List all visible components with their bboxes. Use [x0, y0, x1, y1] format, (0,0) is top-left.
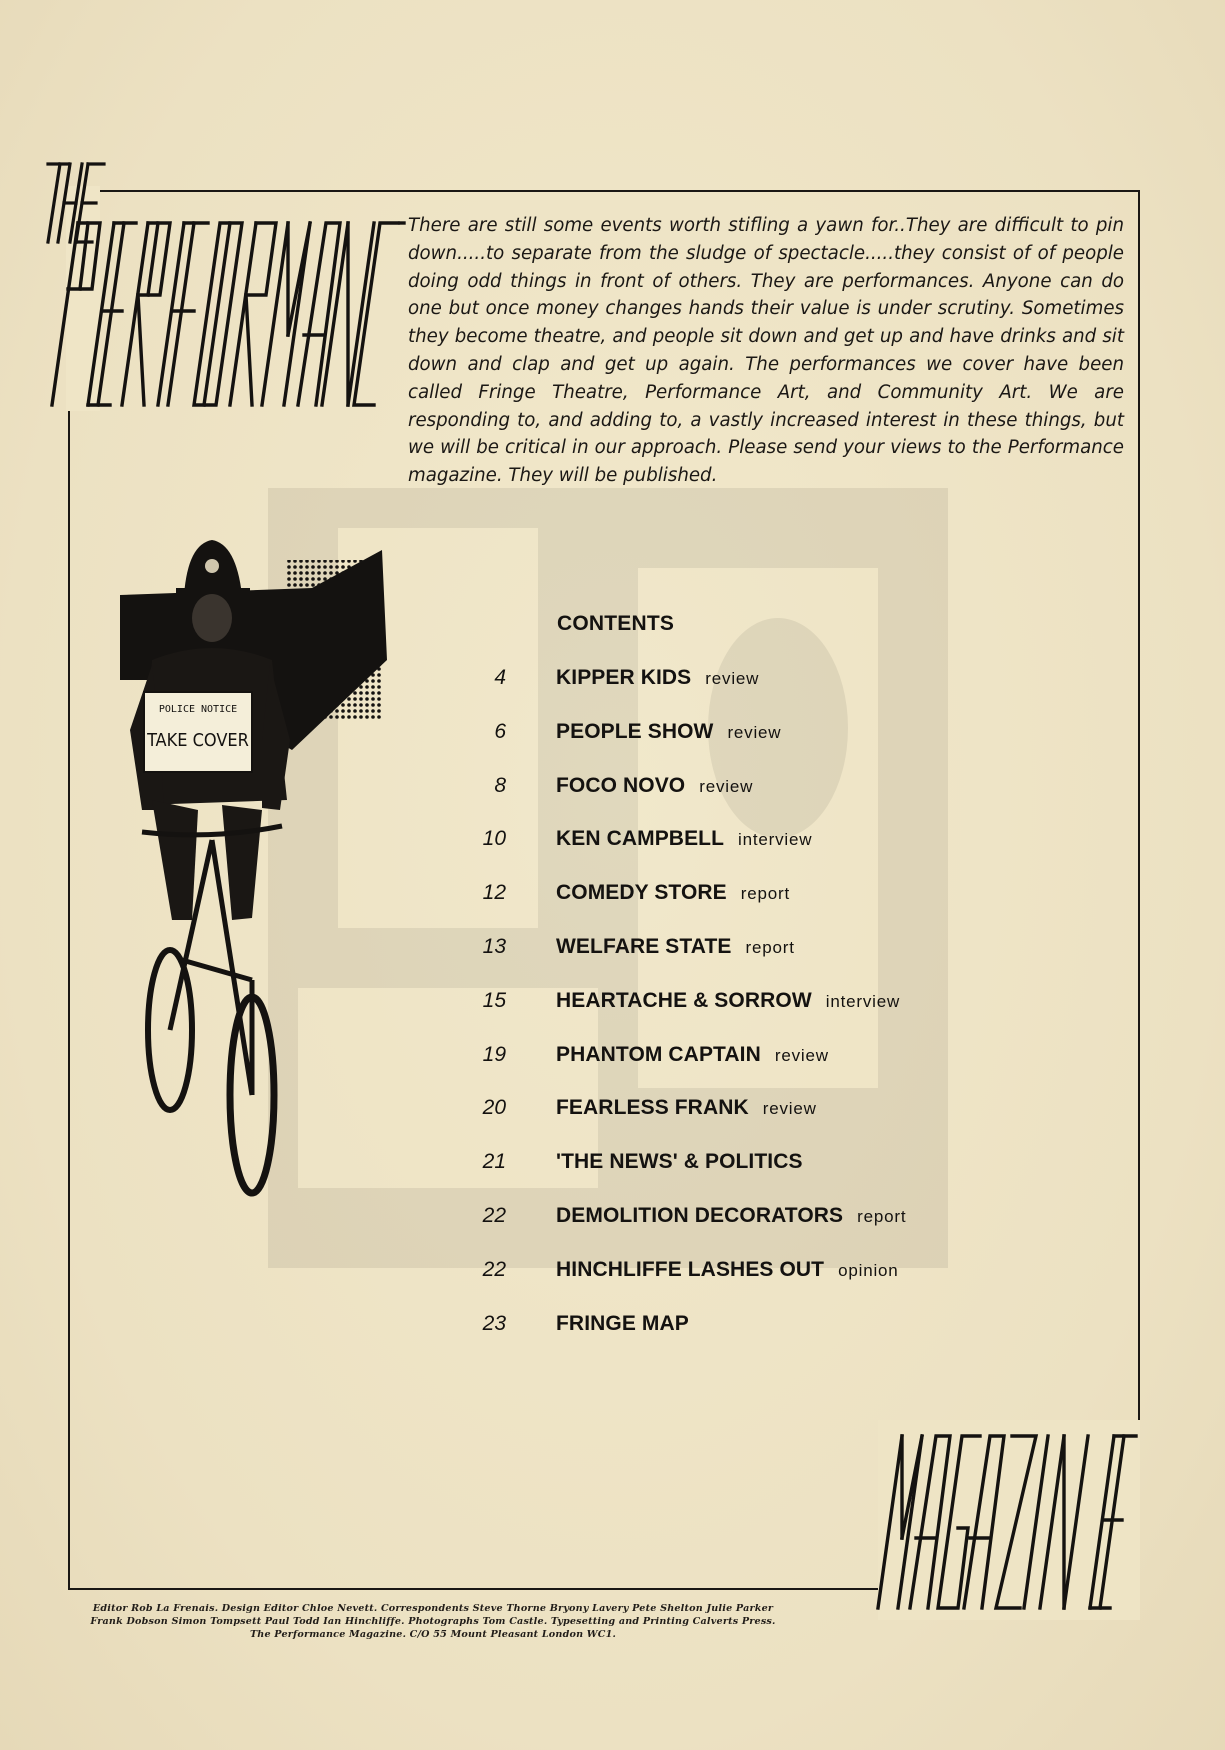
- toc-title: DEMOLITION DECORATORS: [556, 1203, 844, 1227]
- toc-entry: [470, 1043, 1070, 1097]
- toc-page-number: 15: [482, 988, 506, 1012]
- logo-magazine-text: MAGAZINE: [872, 1428, 878, 1429]
- toc-page-number: 4: [494, 666, 506, 689]
- sign-line-take-cover: TAKE COVER: [147, 730, 249, 751]
- toc-page-number: 8: [494, 773, 506, 797]
- toc-page-number: 10: [482, 827, 506, 851]
- toc-title: 'THE NEWS' & POLITICS: [556, 1150, 803, 1174]
- toc-title: PHANTOM CAPTAIN: [556, 1042, 761, 1066]
- toc-entry: [470, 1096, 1070, 1150]
- toc-type: interview: [738, 830, 813, 850]
- toc-entry: [470, 720, 1070, 774]
- logo-performance: [48, 215, 408, 415]
- credits: [68, 1602, 798, 1641]
- toc-entry: [470, 1204, 1070, 1258]
- toc-type: review: [699, 776, 754, 796]
- toc-title: FEARLESS FRANK: [556, 1096, 749, 1120]
- toc-page-number: 12: [482, 881, 506, 905]
- toc-title: HINCHLIFFE LASHES OUT: [556, 1257, 825, 1281]
- toc-page-number: 20: [482, 1096, 506, 1120]
- credits-line: Editor Rob La Frenais. Design Editor Chloe Nevett. Correspondents Steve Thorne Bryony Lavery Pete Shelton Julie Parker: [92, 1603, 774, 1614]
- toc-type: review: [774, 1045, 829, 1065]
- toc-title: FRINGE MAP: [556, 1311, 689, 1335]
- sign-line-notice: POLICE NOTICE: [158, 704, 238, 715]
- toc-type: report: [857, 1206, 907, 1226]
- toc-page-number: 21: [482, 1150, 506, 1174]
- toc-type: review: [727, 722, 782, 742]
- toc-page-number: 23: [482, 1311, 506, 1335]
- toc-title: HEARTACHE & SORROW: [556, 988, 812, 1012]
- toc-type: interview: [825, 991, 901, 1011]
- toc-page-number: 13: [482, 934, 506, 958]
- toc-entry: [470, 1150, 1070, 1204]
- toc-page-number: 22: [482, 1257, 506, 1281]
- toc-entry: [470, 774, 1070, 828]
- toc-title: KEN CAMPBELL: [556, 827, 725, 851]
- toc-page-number: 6: [494, 719, 506, 743]
- toc-title: FOCO NOVO: [556, 773, 686, 797]
- credits-line: Frank Dobson Simon Tompsett Paul Todd Ian Hinchliffe. Photographs Tom Castle. Typesetting and Printing Calverts Press.: [90, 1616, 776, 1627]
- toc-title: WELFARE STATE: [556, 934, 732, 958]
- toc-entry: [470, 666, 1070, 720]
- toc-type: report: [740, 884, 791, 904]
- toc-title: KIPPER KIDS: [556, 666, 692, 689]
- toc-entry: [470, 935, 1070, 989]
- toc-type: opinion: [838, 1260, 899, 1280]
- toc-entry: [470, 827, 1070, 881]
- toc-type: review: [705, 669, 760, 688]
- logo-performance-text: PERFORMANCE: [48, 215, 56, 216]
- toc-entry: [470, 1312, 1070, 1366]
- toc-page-number: 22: [482, 1203, 506, 1227]
- logo-the-text: THE: [44, 160, 46, 161]
- toc-type: review: [762, 1099, 817, 1119]
- photo-policeman-bicycle: [112, 540, 392, 1220]
- toc-entry: [470, 881, 1070, 935]
- toc-entry: [470, 989, 1070, 1043]
- toc-type: report: [745, 937, 795, 957]
- logo-magazine: [872, 1428, 1142, 1616]
- toc-page-number: 19: [482, 1042, 506, 1066]
- contents-list: [470, 666, 1070, 1365]
- contents-heading: CONTENTS: [557, 612, 675, 635]
- toc-title: PEOPLE SHOW: [556, 719, 714, 743]
- credits-line: The Performance Magazine. C/O 55 Mount Pleasant London WC1.: [249, 1629, 617, 1640]
- intro-paragraph: There are still some events worth stifling a yawn for..They are difficult to pin down.....to separate from the sludge of spectacle.....they consist of of people doing odd things in front of others. They are performances. Anyone can do one but once money changes hands their value is under scrutiny. Sometimes they become theatre, and people sit down and get up and have drinks and sit down and clap and get up again. The performances we cover have been called Fringe Theatre, Performance Art, and Community Art. We are responding to, and adding to, a vastly increased interest in these things, but we will be critical in our approach. Please send your views to the Performance magazine. They will be published.: [408, 215, 1124, 487]
- toc-entry: [470, 1258, 1070, 1312]
- toc-title: COMEDY STORE: [556, 881, 727, 905]
